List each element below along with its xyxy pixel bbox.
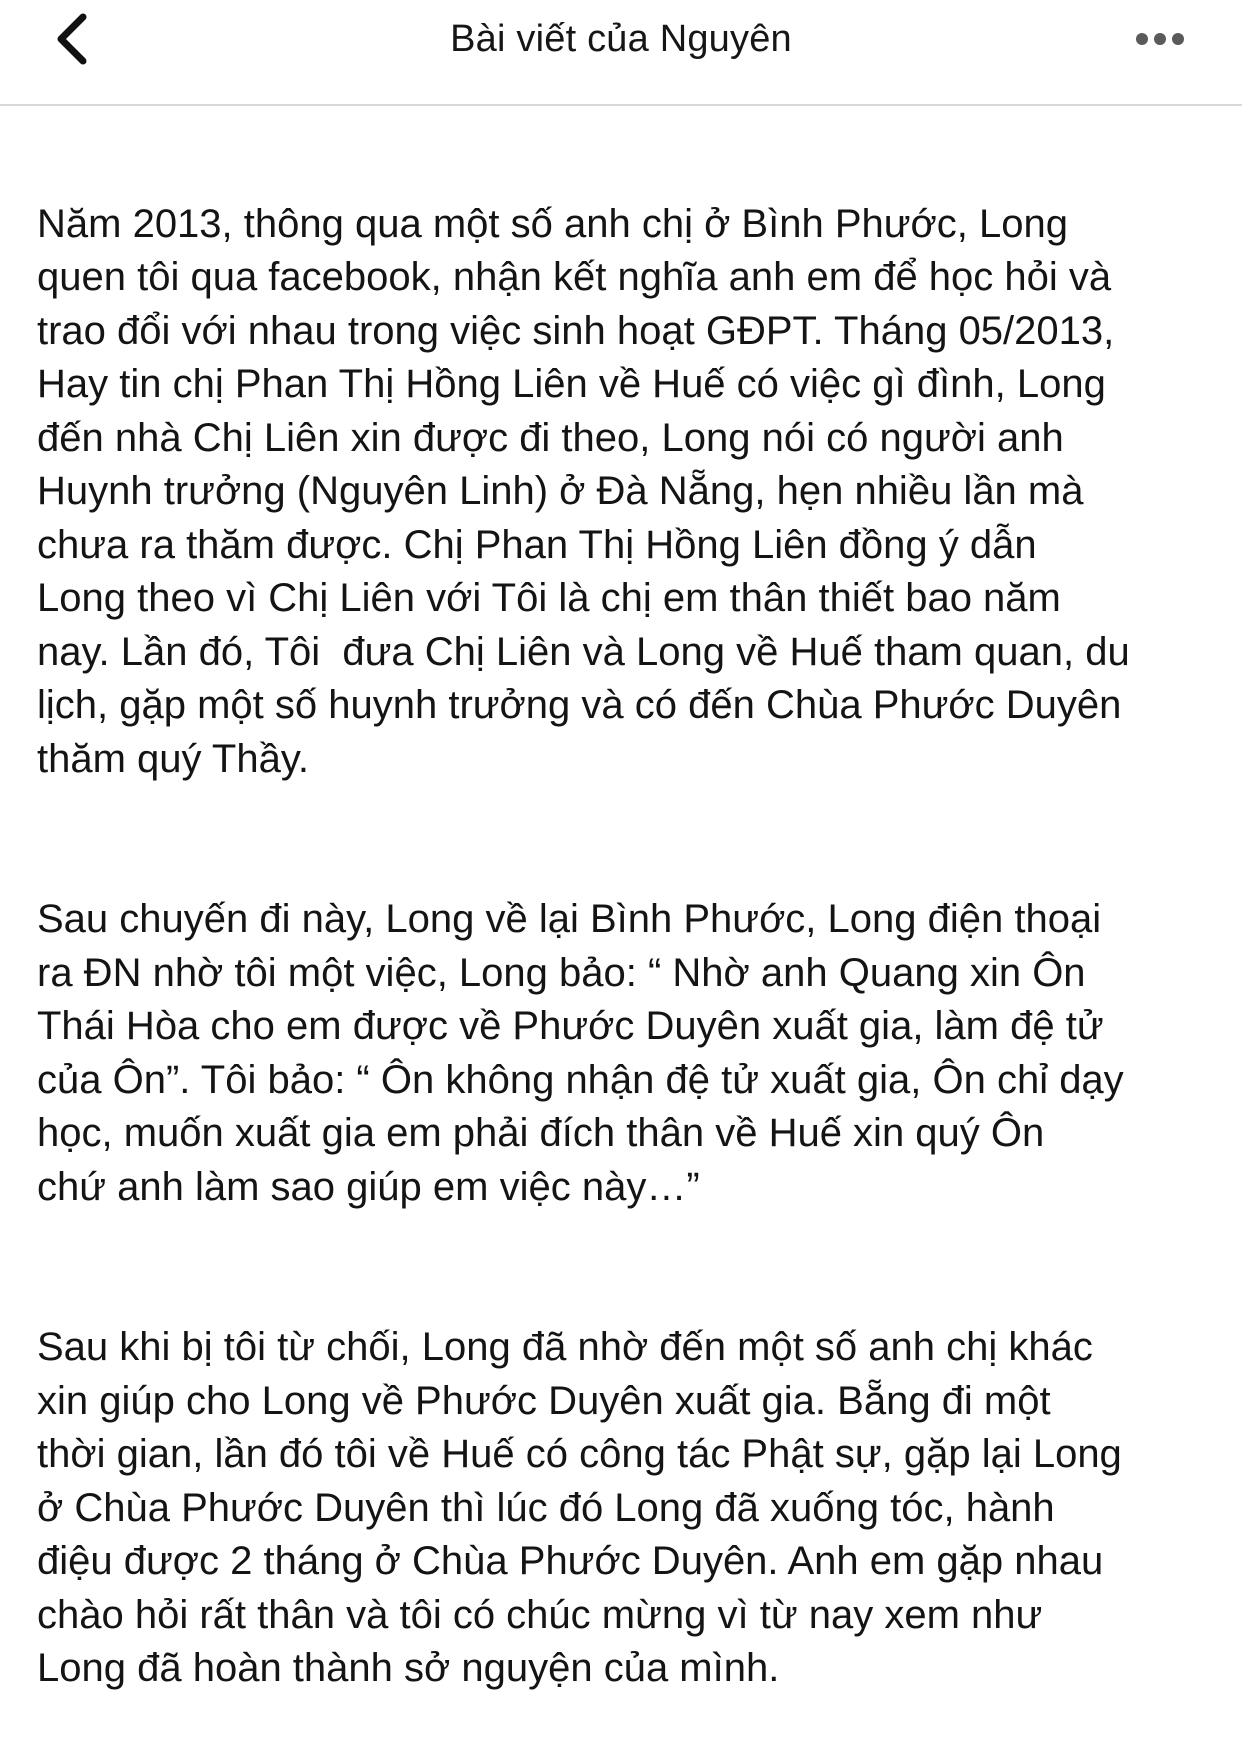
more-horizontal-icon xyxy=(1136,33,1148,45)
post-body xyxy=(37,144,1237,1749)
text-line: ra ĐN nhờ tôi một việc, Long bảo: “ Nhờ anh Quang xin Ôn xyxy=(37,950,1086,995)
text-line: chưa ra thăm được. Chị Phan Thị Hồng Liên đồng ý dẫn xyxy=(37,522,1037,567)
text-line: học, muốn xuất gia em phải đích thân về Huế xin quý Ôn xyxy=(37,1111,1045,1155)
post-paragraph xyxy=(37,840,1237,1215)
text-line: thăm quý Thầy. xyxy=(37,736,309,781)
text-line: lịch, gặp một số huynh trưởng và có đến Chùa Phước Duyên xyxy=(37,683,1122,727)
text-line: nay. Lần đó, Tôi đưa Chị Liên và Long về Huế tham quan, du xyxy=(37,629,1130,674)
text-line: Huynh trưởng (Nguyên Linh) ở Đà Nẵng, hẹn nhiều lần mà xyxy=(37,469,1084,513)
text-line: chứ anh làm sao giúp em việc này…” xyxy=(37,1164,700,1209)
text-line: quen tôi qua facebook, nhận kết nghĩa anh em để học hỏi và xyxy=(37,255,1112,299)
text-line: ở Chùa Phước Duyên thì lúc đó Long đã xuống tóc, hành xyxy=(37,1485,1055,1530)
text-line: xin giúp cho Long về Phước Duyên xuất gia. Bẵng đi một xyxy=(37,1378,1051,1423)
text-line: Hay tin chị Phan Thị Hồng Liên về Huế có việc gì đình, Long xyxy=(37,362,1106,406)
page-title: Bài viết của Nguyên xyxy=(450,18,792,60)
text-line: chào hỏi rất thân và tôi có chúc mừng vì từ nay xem như xyxy=(37,1592,1043,1637)
more-horizontal-icon-dot xyxy=(1154,33,1166,45)
text-line: của Ôn”. Tôi bảo: “ Ôn không nhận đệ tử xuất gia, Ôn chỉ dạy xyxy=(37,1057,1124,1102)
text-line: điệu được 2 tháng ở Chùa Phước Duyên. Anh em gặp nhau xyxy=(37,1539,1104,1583)
text-line: Năm 2013, thông qua một số anh chị ở Bình Phước, Long xyxy=(37,201,1068,246)
text-line: Long đã hoàn thành sở nguyện của mình. xyxy=(37,1646,780,1690)
post-paragraph xyxy=(37,144,1237,786)
text-line: Long theo vì Chị Liên với Tôi là chị em thân thiết bao năm xyxy=(37,576,1061,620)
post-paragraph xyxy=(37,1268,1237,1696)
text-line: Thái Hòa cho em được về Phước Duyên xuất gia, làm đệ tử xyxy=(37,1004,1104,1048)
top-nav-bar xyxy=(0,0,1242,106)
text-line: trao đổi với nhau trong việc sinh hoạt GĐPT. Tháng 05/2013, xyxy=(37,308,1115,353)
text-line: đến nhà Chị Liên xin được đi theo, Long nói có người anh xyxy=(37,415,1064,460)
text-line: Sau chuyến đi này, Long về lại Bình Phước, Long điện thoại xyxy=(37,897,1102,941)
more-options-button[interactable] xyxy=(1122,12,1198,66)
text-line: Sau khi bị tôi từ chối, Long đã nhờ đến một số anh chị khác xyxy=(37,1325,1093,1369)
text-line: thời gian, lần đó tôi về Huế có công tác Phật sự, gặp lại Long xyxy=(37,1432,1122,1476)
more-horizontal-icon-dot xyxy=(1172,33,1184,45)
